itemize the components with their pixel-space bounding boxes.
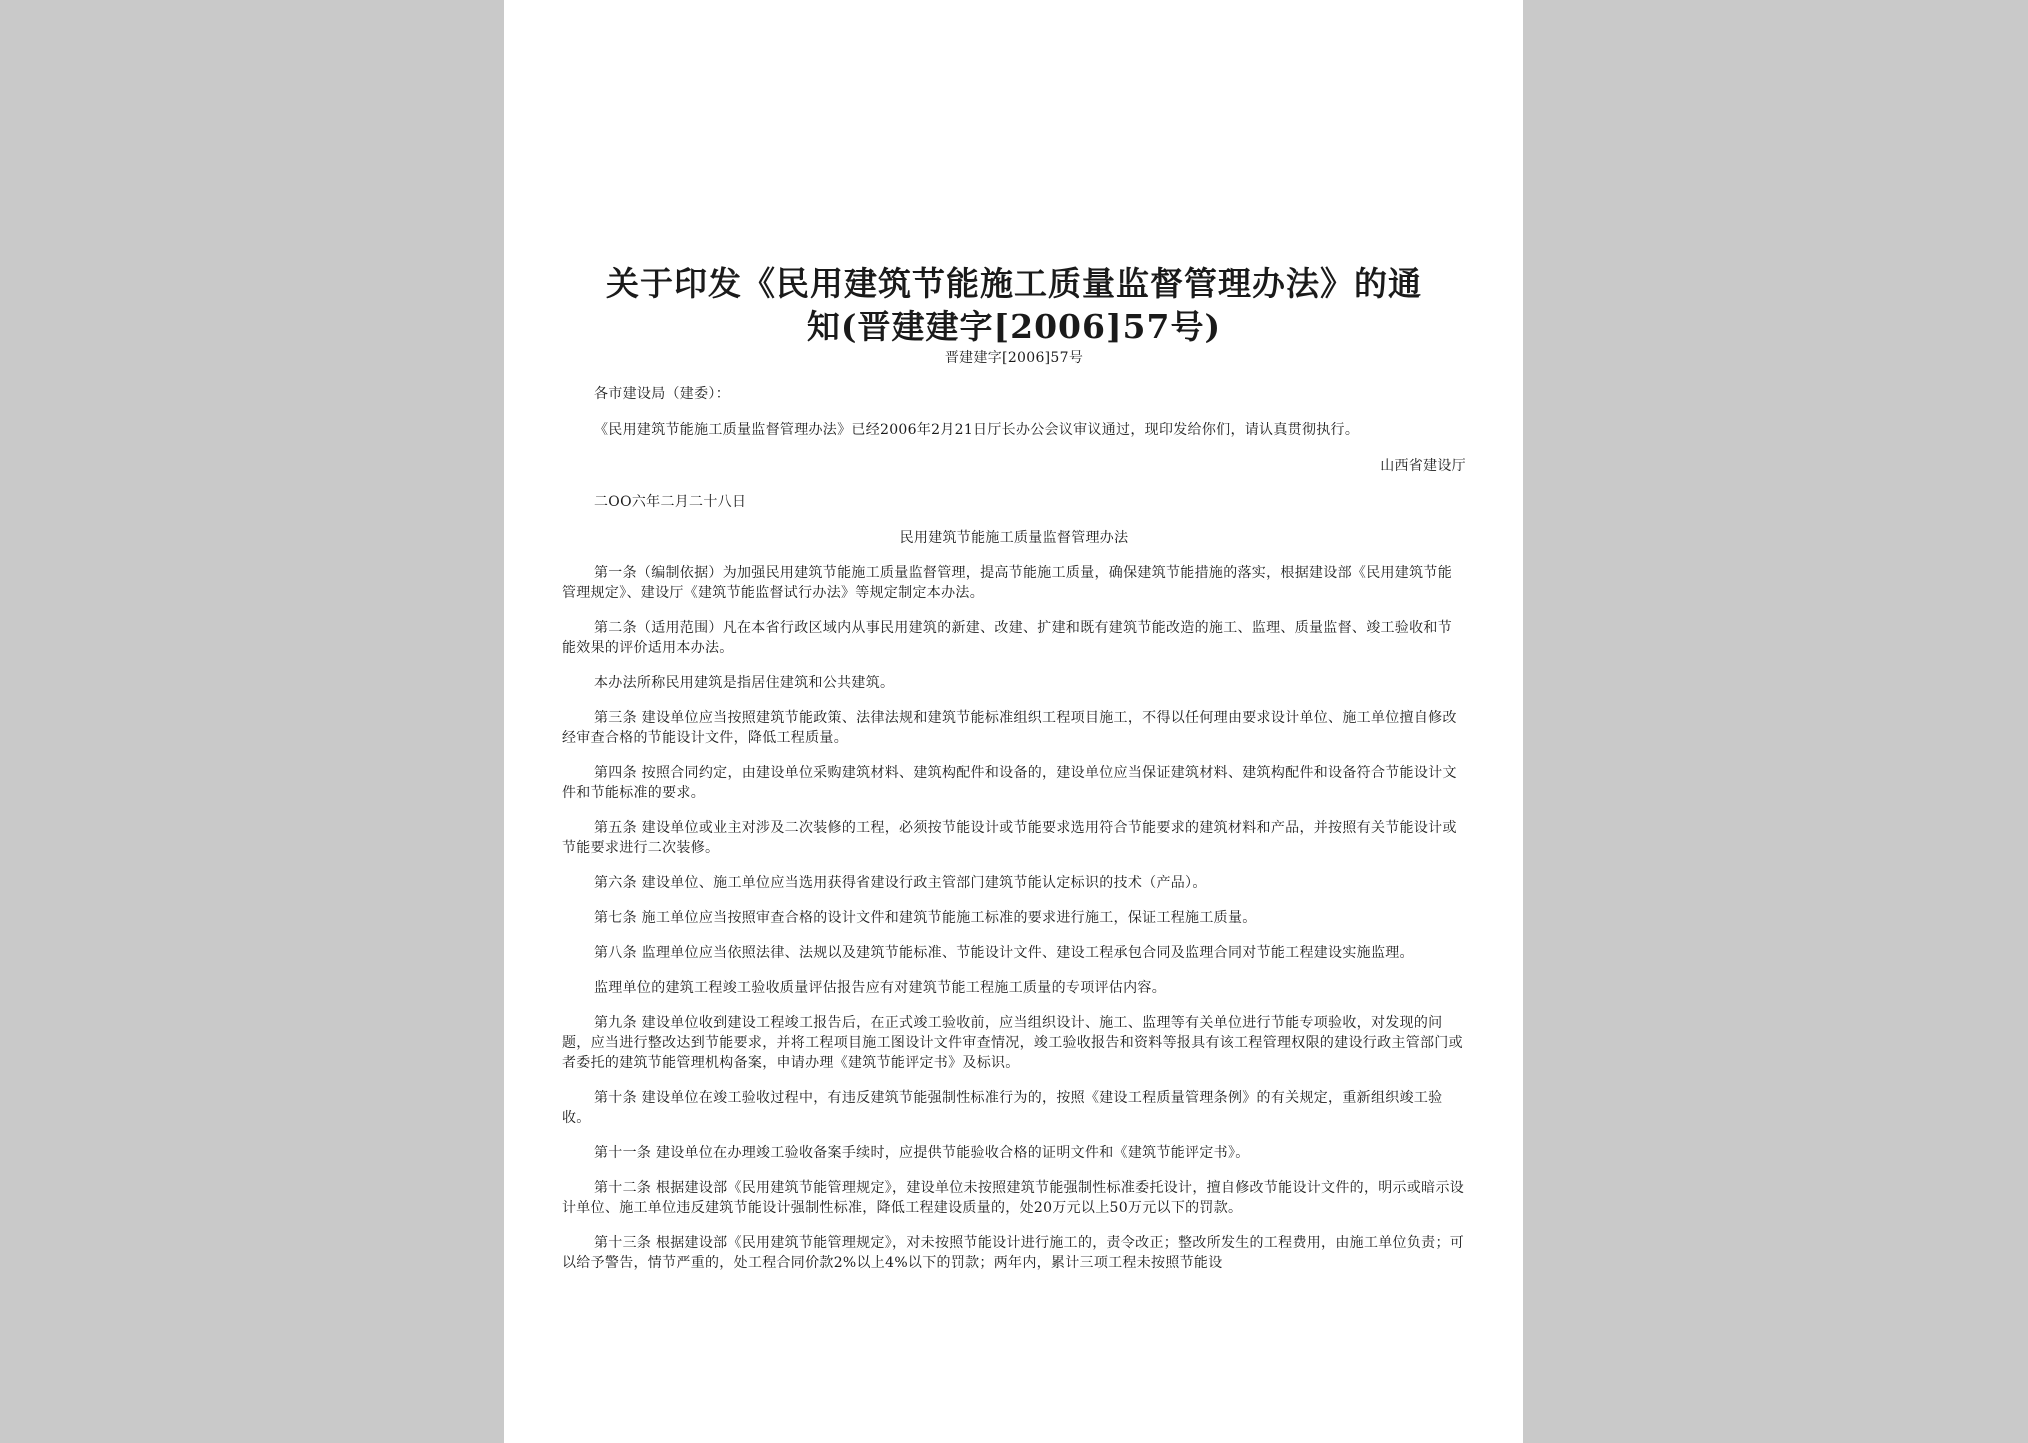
intro-paragraph: 《民用建筑节能施工质量监督管理办法》已经2006年2月21日厅长办公会议审议通过，现印发给你们，请认真贯彻执行。 [594, 422, 1360, 438]
article-paragraph: 第九条 建设单位收到建设工程竣工报告后，在正式竣工验收前，应当组织设计、施工、监理等有关单位进行节能专项验收，对发现的问题，应当进行整改达到节能要求，并将工程项目施工图设计文件审查情况，竣工验收报告和资料等报具有该工程管理权限的建设行政主管部门或者委托的建筑节能管理机构备案，申请办理《建筑节能评定书》及标识。 [562, 1015, 1463, 1071]
document-number: 晋建建字[2006]57号 [944, 350, 1084, 366]
article-paragraph: 第三条 建设单位应当按照建筑节能政策、法律法规和建筑节能标准组织工程项目施工，不得以任何理由要求设计单位、施工单位擅自修改经审查合格的节能设计文件，降低工程质量。 [562, 710, 1457, 746]
article-paragraph: 第六条 建设单位、施工单位应当选用获得省建设行政主管部门建筑节能认定标识的技术（产品）。 [594, 875, 1207, 891]
article-paragraph: 第一条（编制依据）为加强民用建筑节能施工质量监督管理，提高节能施工质量，确保建筑节能措施的落实，根据建设部《民用建筑节能管理规定》、建设厅《建筑节能监督试行办法》等规定制定本办法。 [562, 565, 1452, 601]
issuer: 山西省建设厅 [1380, 458, 1466, 474]
article-paragraph: 本办法所称民用建筑是指居住建筑和公共建筑。 [594, 675, 895, 691]
article-paragraph: 第十一条 建设单位在办理竣工验收备案手续时，应提供节能验收合格的证明文件和《建筑节能评定书》。 [594, 1145, 1250, 1161]
article-paragraph: 第十三条 根据建设部《民用建筑节能管理规定》，对未按照节能设计进行施工的，责令改正；整改所发生的工程费用，由施工单位负责；可以给予警告，情节严重的，处工程合同价款2%以上4%以下的罚款；两年内，累计三项工程未按照节能设 [562, 1235, 1465, 1271]
article-paragraph: 监理单位的建筑工程竣工验收质量评估报告应有对建筑节能工程施工质量的专项评估内容。 [594, 980, 1166, 996]
document-body [562, 262, 1466, 1273]
article-paragraph: 第五条 建设单位或业主对涉及二次装修的工程，必须按节能设计或节能要求选用符合节能要求的建筑材料和产品，并按照有关节能设计或节能要求进行二次装修。 [562, 820, 1457, 856]
article-paragraph: 第八条 监理单位应当依照法律、法规以及建筑节能标准、节能设计文件、建设工程承包合同及监理合同对节能工程建设实施监理。 [594, 945, 1414, 961]
document-page [504, 0, 1523, 1443]
article-paragraph: 第二条（适用范围）凡在本省行政区域内从事民用建筑的新建、改建、扩建和既有建筑节能改造的施工、监理、质量监督、竣工验收和节能效果的评价适用本办法。 [562, 620, 1452, 656]
article-paragraph: 第四条 按照合同约定，由建设单位采购建筑材料、建筑构配件和设备的，建设单位应当保证建筑材料、建筑构配件和设备符合节能设计文件和节能标准的要求。 [562, 765, 1457, 801]
document-title-line-1: 关于印发《民用建筑节能施工质量监督管理办法》的通 [606, 264, 1422, 303]
article-paragraph: 第十条 建设单位在竣工验收过程中，有违反建筑节能强制性标准行为的，按照《建设工程质量管理条例》的有关规定，重新组织竣工验收。 [562, 1090, 1443, 1126]
article-paragraph: 第七条 施工单位应当按照审查合格的设计文件和建筑节能施工标准的要求进行施工，保证工程施工质量。 [594, 910, 1257, 926]
document-title-line-2: 知(晋建建字[2006]57号) [806, 307, 1222, 346]
issue-date: 二OO六年二月二十八日 [594, 494, 747, 510]
article-paragraph: 第十二条 根据建设部《民用建筑节能管理规定》，建设单位未按照建筑节能强制性标准委托设计，擅自修改节能设计文件的，明示或暗示设计单位、施工单位违反建筑节能设计强制性标准，降低工程建设质量的，处20万元以上50万元以下的罚款。 [562, 1180, 1465, 1216]
salutation: 各市建设局（建委）： [594, 386, 730, 402]
subtitle: 民用建筑节能施工质量监督管理办法 [899, 530, 1129, 546]
